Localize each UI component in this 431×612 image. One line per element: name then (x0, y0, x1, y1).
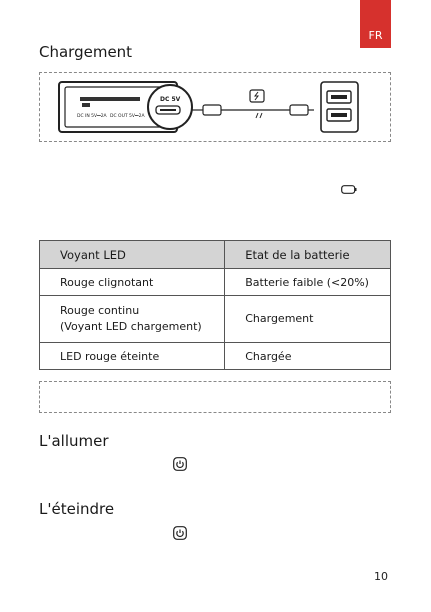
table-header-row (40, 241, 391, 269)
led-cell-line1: Rouge continu (60, 304, 140, 317)
led-cell: LED rouge éteinte (40, 343, 225, 370)
led-cell: Rouge clignotant (40, 269, 225, 296)
charger-adapter-icon (250, 90, 264, 102)
battery-state-cell: Chargement (225, 296, 391, 343)
power-icon (173, 526, 187, 540)
led-cell-line2: (Voyant LED chargement) (60, 320, 202, 333)
dc-in-label: DC IN 5V⎓2A (77, 114, 107, 119)
dc-port-magnifier-icon (148, 85, 192, 129)
battery-state-cell: Batterie faible (<20%) (225, 269, 391, 296)
table-row (40, 269, 391, 296)
battery-state-cell: Chargée (225, 343, 391, 370)
dc-out-label: DC OUT 5V⎓2A (110, 114, 145, 119)
power-on-heading: L'allumer (39, 432, 109, 450)
battery-icon (341, 185, 357, 194)
led-status-table (39, 240, 391, 370)
page-number: 10 (374, 570, 388, 583)
charging-diagram (39, 72, 391, 142)
charging-diagram-illustration (40, 73, 390, 141)
led-cell (40, 296, 225, 343)
table-row (40, 343, 391, 370)
note-box (39, 381, 391, 413)
dc-port-label: DC 5V (160, 96, 181, 103)
power-icon (173, 457, 187, 471)
language-tab (360, 0, 391, 48)
language-tab-label: FR (368, 29, 383, 42)
charging-heading: Chargement (39, 43, 133, 61)
wall-outlet-icon (321, 82, 358, 132)
column-header-battery-state: Etat de la batterie (225, 241, 391, 269)
table-row (40, 296, 391, 343)
column-header-led: Voyant LED (40, 241, 225, 269)
power-off-heading: L'éteindre (39, 500, 115, 518)
